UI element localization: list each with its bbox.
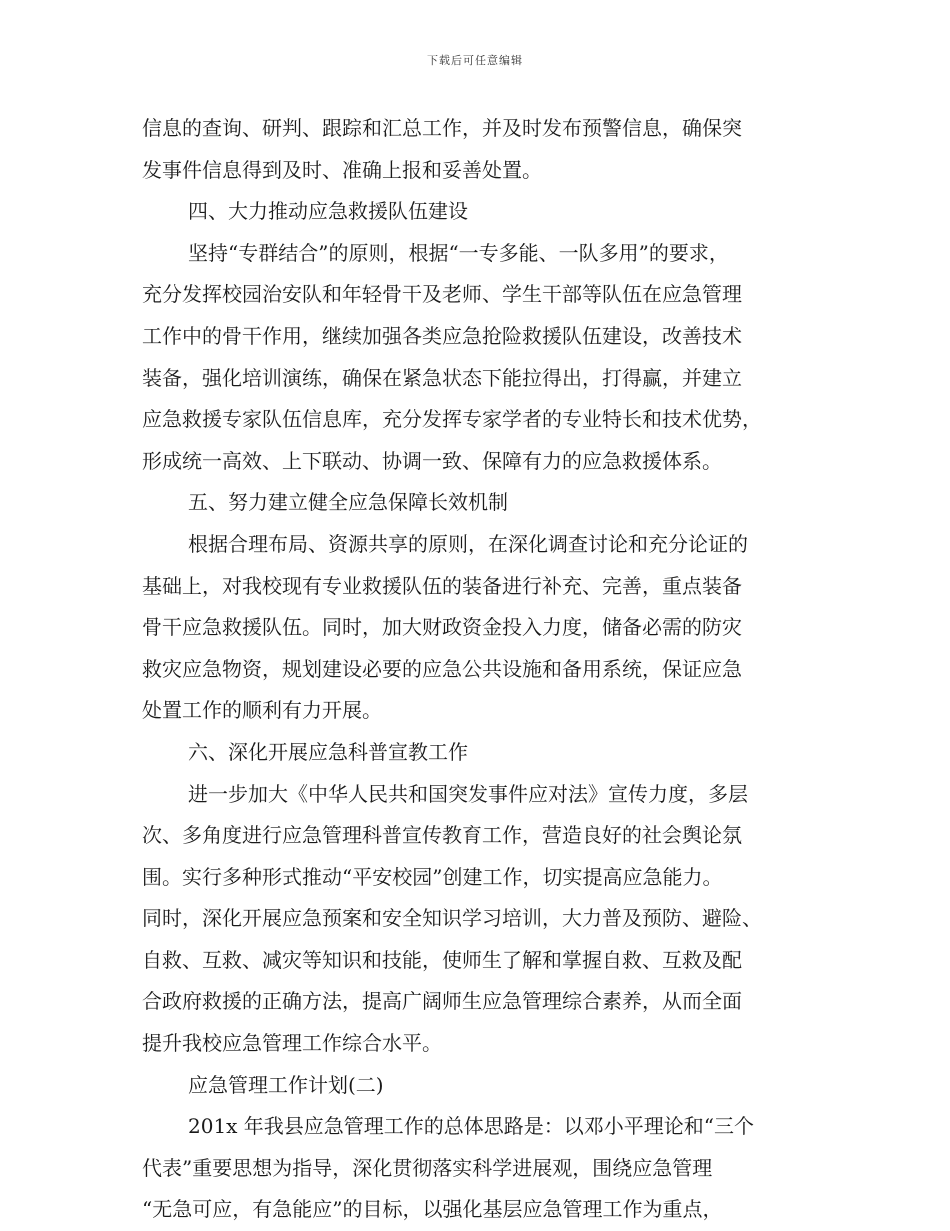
document-body xyxy=(142,108,822,1231)
text-line: 次、多角度进行应急管理科普宣传教育工作，营造良好的社会舆论氛 xyxy=(142,823,742,848)
text-line: 应急救援专家队伍信息库，充分发挥专家学者的专业特长和技术优势， xyxy=(142,407,762,432)
text-line: 根据合理布局、资源共享的原则，在深化调查讨论和充分论证的 xyxy=(188,531,748,556)
text-line: 201x 年我县应急管理工作的总体思路是：以邓小平理论和“三个 xyxy=(188,1114,755,1139)
text-line: 基础上，对我校现有专业救援队伍的装备进行补充、完善，重点装备 xyxy=(142,573,742,598)
section-heading: 五、努力建立健全应急保障长效机制 xyxy=(188,490,508,515)
text-line: 代表”重要思想为指导，深化贯彻落实科学进展观，围绕应急管理 xyxy=(142,1155,713,1180)
text-line: 装备，强化培训演练，确保在紧急状态下能拉得出，打得赢，并建立 xyxy=(142,365,742,390)
text-line: 充分发挥校园治安队和年轻骨干及老师、学生干部等队伍在应急管理 xyxy=(142,282,742,307)
text-line: 处置工作的顺利有力开展。 xyxy=(142,698,382,723)
text-line: 骨干应急救援队伍。同时，加大财政资金投入力度，储备必需的防灾 xyxy=(142,615,742,640)
text-line: 救灾应急物资，规划建设必要的应急公共设施和备用系统，保证应急 xyxy=(142,656,742,681)
text-line: 围。实行多种形式推动“平安校园”创建工作，切实提高应急能力。 xyxy=(142,864,723,889)
text-line: 同时，深化开展应急预案和安全知识学习培训，大力普及预防、避险、 xyxy=(142,906,762,931)
text-line: 信息的查询、研判、跟踪和汇总工作，并及时发布预警信息，确保突 xyxy=(142,116,742,140)
text-line: 进一步加大《中华人民共和国突发事件应对法》宣传力度，多层 xyxy=(188,781,748,806)
page-header: 下载后可任意编辑 xyxy=(427,54,523,67)
text-line: 坚持“专群结合”的原则，根据“一专多能、一队多用”的要求， xyxy=(188,240,729,265)
text-line: 自救、互救、减灾等知识和技能，使师生了解和掌握自救、互救及配 xyxy=(142,947,742,972)
section-heading: 四、大力推动应急救援队伍建设 xyxy=(188,199,468,224)
text-line: 发事件信息得到及时、准确上报和妥善处置。 xyxy=(142,157,542,182)
text-line: “无急可应，有急能应”的目标，以强化基层应急管理工作为重点， xyxy=(142,1197,723,1222)
section-heading: 六、深化开展应急科普宣教工作 xyxy=(188,739,468,764)
text-line: 合政府救援的正确方法，提高广阔师生应急管理综合素养，从而全面 xyxy=(142,989,742,1014)
text-line: 形成统一高效、上下联动、协调一致、保障有力的应急救援体系。 xyxy=(142,448,722,473)
text-line: 工作中的骨干作用，继续加强各类应急抢险救援队伍建设，改善技术 xyxy=(142,323,742,348)
text-line: 提升我校应急管理工作综合水平。 xyxy=(142,1031,442,1056)
section-heading: 应急管理工作计划(二) xyxy=(188,1072,384,1097)
